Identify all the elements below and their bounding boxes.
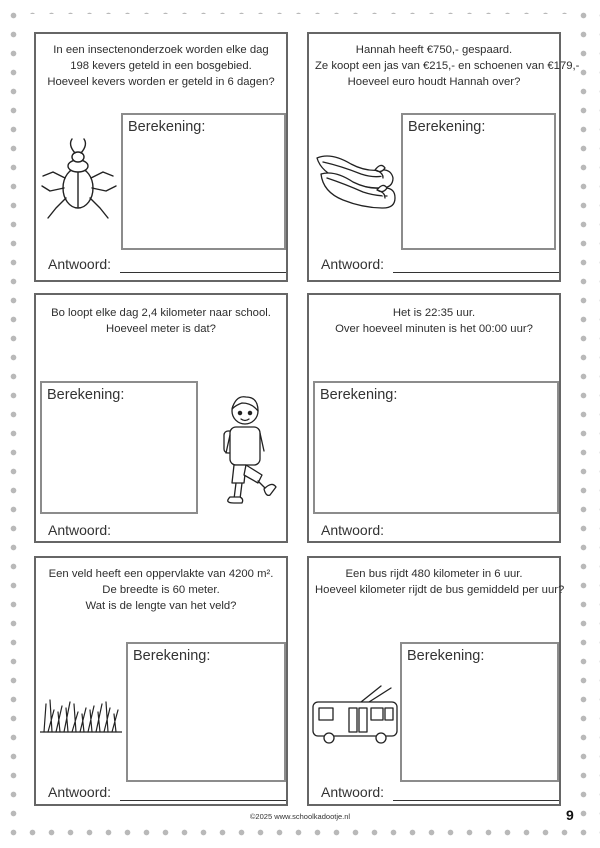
answer-label: Antwoord: [321,522,385,538]
calculation-label: Berekening: [133,648,211,664]
question-line: Hoeveel euro houdt Hannah over? [347,76,521,88]
answer-label: Antwoord: [321,256,385,272]
calculation-box[interactable] [401,113,556,250]
calculation-label: Berekening: [408,119,486,135]
question-text [315,42,580,90]
answer-label: Antwoord: [321,784,385,800]
page-number: 9 [566,807,574,823]
answer-label: Antwoord: [48,784,112,800]
calculation-box[interactable] [126,642,286,782]
answer-line[interactable] [120,272,286,273]
question-line: Hoeveel kevers worden er geteld in 6 dagen? [47,76,275,88]
beetle-illustration [38,136,122,226]
shoes-illustration [311,144,399,216]
answer-label: Antwoord: [48,256,112,272]
answer-label: Antwoord: [48,522,112,538]
exercise-card-3 [34,293,288,543]
exercise-card-4 [307,293,561,543]
question-line: 198 kevers geteld in een bosgebied. [70,60,252,72]
question-line: Een bus rijdt 480 kilometer in 6 uur. [345,568,523,580]
exercise-card-6 [307,556,565,806]
trolleybus-illustration [311,682,399,746]
calculation-box[interactable] [400,642,559,782]
calculation-box[interactable] [313,381,559,514]
question-text [42,305,280,337]
calculation-label: Berekening: [47,387,125,403]
calculation-label: Berekening: [128,119,206,135]
question-line: Een veld heeft een oppervlakte van 4200 m². [48,568,274,580]
exercise-card-2 [307,32,580,282]
answer-line[interactable] [393,272,559,273]
question-line: Over hoeveel minuten is het 00:00 uur? [335,323,533,335]
question-line: Bo loopt elke dag 2,4 kilometer naar school. [51,307,271,319]
calculation-label: Berekening: [407,648,485,664]
question-line: Het is 22:35 uur. [392,307,476,319]
calculation-box[interactable] [121,113,286,250]
calculation-box[interactable] [40,381,198,514]
question-line: Hannah heeft €750,- gespaard. [355,44,513,56]
question-line: Wat is de lengte van het veld? [85,600,237,612]
answer-line[interactable] [120,800,286,801]
question-text [42,42,280,90]
question-line: Ze koopt een jas van €215,- en schoenen van €179,- [315,60,580,72]
question-line: Hoeveel kilometer rijdt de bus gemiddeld per uur? [315,584,565,596]
footer-copyright: ©2025 www.schoolkadootje.nl [249,812,351,821]
question-line: In een insectenonderzoek worden elke dag [53,44,269,56]
calculation-label: Berekening: [320,387,398,403]
question-line: De breedte is 60 meter. [102,584,220,596]
question-text [42,566,280,614]
exercise-card-1 [34,32,288,282]
question-text [315,566,565,598]
answer-line[interactable] [393,800,559,801]
question-line: Hoeveel meter is dat? [106,323,216,335]
grass-illustration [40,694,122,736]
exercise-card-5 [34,556,288,806]
girl-walking-illustration [206,391,286,511]
question-text [315,305,553,337]
